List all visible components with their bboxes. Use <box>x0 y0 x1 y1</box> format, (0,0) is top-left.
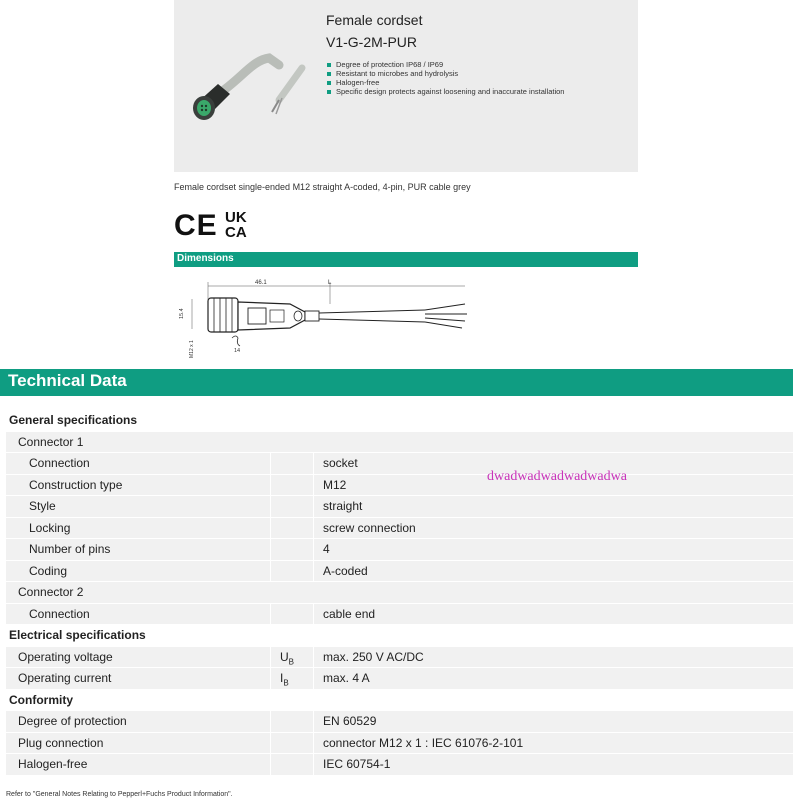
spec-label: Connection <box>29 456 90 470</box>
spec-value: connector M12 x 1 : IEC 61076-2-101 <box>323 735 524 750</box>
footnote: Refer to "General Notes Relating to Pepperl+Fuchs Product Information". <box>6 791 233 798</box>
dimension-drawing <box>180 274 480 356</box>
spec-value: screw connection <box>323 520 416 535</box>
spec-section-row <box>6 690 793 712</box>
product-model: V1-G-2M-PUR <box>326 34 418 50</box>
spec-symbol <box>280 650 294 666</box>
spec-value: straight <box>323 499 363 513</box>
feature-item: Resistant to microbes and hydrolysis <box>326 69 586 78</box>
spec-symbol-letter: U <box>280 649 289 664</box>
cordset-photo <box>184 40 314 130</box>
spec-label: Locking <box>29 520 71 535</box>
certification-marks <box>174 210 264 244</box>
spec-value: M12 <box>323 477 347 492</box>
spec-label: Operating current <box>18 671 112 685</box>
spec-value: EN 60529 <box>323 714 377 728</box>
spec-symbol-subscript: B <box>283 678 289 688</box>
ukca-bottom: CA <box>225 224 247 241</box>
ukca-top: UK <box>225 209 247 226</box>
spec-row <box>6 561 793 583</box>
spec-label: Connector 1 <box>18 434 84 449</box>
spec-section-row <box>6 625 793 647</box>
spec-row <box>6 475 793 497</box>
spec-row <box>6 518 793 540</box>
spec-label: General specifications <box>9 413 138 427</box>
wrench-label: 14 <box>234 348 241 354</box>
ukca-mark <box>225 210 247 240</box>
cable-label: L <box>328 280 332 286</box>
dimensions-header <box>174 252 638 267</box>
ce-mark: CE <box>174 209 218 242</box>
spec-label: Coding <box>29 563 68 578</box>
product-title: Female cordset <box>326 12 423 28</box>
spec-label: Number of pins <box>29 542 111 556</box>
spec-section-row <box>6 410 793 432</box>
product-card <box>174 0 638 172</box>
feature-list <box>326 60 586 96</box>
spec-label: Construction type <box>29 477 123 492</box>
feature-item: Degree of protection IP68 / IP69 <box>326 60 586 69</box>
product-description: Female cordset single-ended M12 straight A-coded, 4-pin, PUR cable grey <box>174 182 471 192</box>
overlay-text: dwadwadwadwadwadwa <box>487 469 627 484</box>
spec-row <box>6 604 793 626</box>
spec-row <box>6 647 793 669</box>
spec-label: Plug connection <box>18 735 104 750</box>
len-label: 46.1 <box>255 280 267 286</box>
height-label: 15.4 <box>179 308 185 319</box>
spec-row <box>6 668 793 690</box>
thread-label: M12 x 1 <box>189 340 195 358</box>
spec-label: Connection <box>29 606 90 621</box>
spec-value: A-coded <box>323 563 368 578</box>
spec-value: cable end <box>323 606 376 621</box>
technical-data-title: Technical Data <box>8 371 127 390</box>
spec-row <box>6 733 793 755</box>
spec-row <box>6 754 793 776</box>
dimensions-title: Dimensions <box>177 253 234 264</box>
feature-item: Specific design protects against loosening and inaccurate installation <box>326 87 586 96</box>
spec-symbol-subscript: B <box>288 656 295 666</box>
spec-label: Style <box>29 499 56 513</box>
spec-row <box>6 496 793 518</box>
technical-data-header <box>0 369 793 396</box>
spec-table <box>6 410 793 776</box>
spec-symbol <box>280 671 289 687</box>
spec-value: IEC 60754-1 <box>323 757 391 771</box>
spec-label: Electrical specifications <box>9 628 146 642</box>
feature-item: Halogen-free <box>326 78 586 87</box>
spec-row <box>6 539 793 561</box>
spec-value: max. 250 V AC/DC <box>323 649 424 664</box>
spec-value: 4 <box>323 542 330 556</box>
spec-row <box>6 711 793 733</box>
spec-subsection-row <box>6 582 793 604</box>
spec-label: Operating voltage <box>18 649 113 664</box>
spec-symbol-letter: I <box>280 671 284 685</box>
spec-label: Halogen-free <box>18 757 88 771</box>
spec-label: Conformity <box>9 692 73 707</box>
spec-label: Degree of protection <box>18 714 127 728</box>
spec-value: max. 4 A <box>323 671 370 685</box>
spec-row <box>6 453 793 475</box>
spec-value: socket <box>323 456 358 470</box>
spec-subsection-row <box>6 432 793 454</box>
spec-label: Connector 2 <box>18 585 84 599</box>
